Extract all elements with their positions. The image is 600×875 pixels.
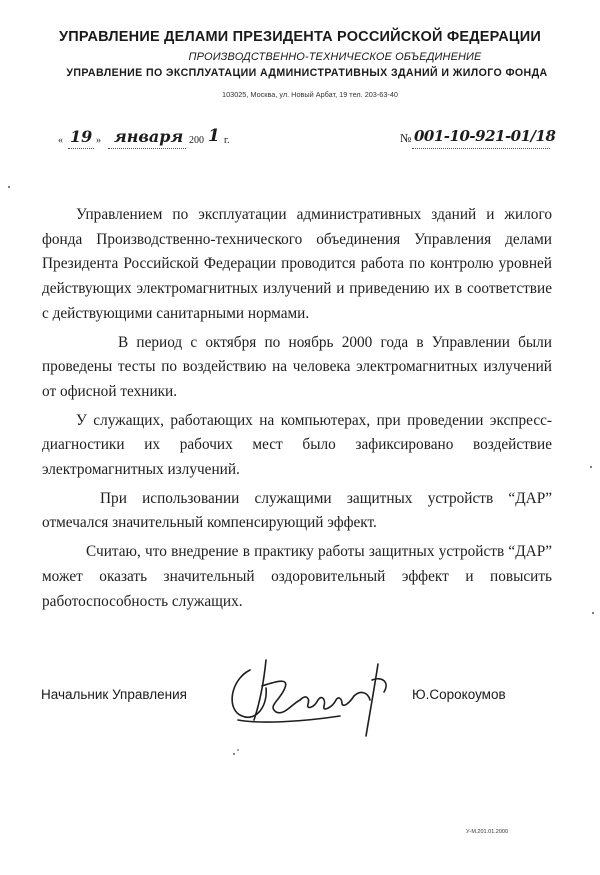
date-open-quote: « [58, 135, 63, 146]
date-year-digit: 1 [208, 126, 220, 146]
number-sign: № [400, 131, 412, 145]
scan-speck [590, 466, 592, 468]
letterhead-address: 103025, Москва, ул. Новый Арбат, 19 тел. 203-63-40 [222, 90, 398, 99]
scan-speck [592, 612, 594, 614]
paragraph: Управлением по эксплуатации административных зданий и жилого фонда Производственно-технического объединения Управления делами Президента Российской Федерации проводится работа по контролю уровней действующих электромагнитных излучений и приведению их в соответствие с действующими санитарными нормами. [42, 206, 552, 322]
date-day-underline [68, 148, 94, 149]
date-year-prefix: 200 [189, 135, 204, 146]
letterhead-department: УПРАВЛЕНИЕ ПО ЭКСПЛУАТАЦИИ АДМИНИСТРАТИВНЫХ ЗДАНИЙ И ЖИЛОГО ФОНДА [66, 67, 548, 79]
date-year-suffix: г. [224, 135, 230, 146]
document-number: 001-10-921-01/18 [414, 127, 556, 145]
letterhead-ministry: УПРАВЛЕНИЕ ДЕЛАМИ ПРЕЗИДЕНТА РОССИЙСКОЙ ФЕДЕРАЦИИ [59, 29, 541, 45]
date-line [58, 126, 258, 152]
paragraph: При использовании служащими защитных устройств “ДАР” отмечался значительный компенсирующий эффект. [42, 489, 552, 532]
date-month-underline [108, 148, 186, 149]
date-month: января [114, 127, 184, 146]
document-number-line [400, 126, 560, 152]
signatory-name: Ю.Сорокоумов [412, 687, 506, 702]
letter-body [42, 203, 552, 614]
number-underline [412, 148, 550, 149]
signatory-title: Начальник Управления [41, 687, 187, 702]
paragraph: У служащих, работающих на компьютерах, при проведении экспресс-диагностики их рабочих мест было зафиксировано воздействие электромагнитных излучений. [42, 411, 552, 479]
scan-speck [8, 186, 10, 188]
letterhead-association: ПРОИЗВОДСТВЕННО-ТЕХНИЧЕСКОЕ ОБЪЕДИНЕНИЕ [188, 51, 482, 63]
paragraph: Считаю, что внедрение в практику работы защитных устройств “ДАР” может оказать значительный оздоровительный эффект и повысить работоспособность служащих. [42, 543, 552, 610]
date-close-quote: » [96, 135, 101, 146]
date-day: 19 [70, 127, 93, 146]
document-code: У-М.201.01.2000 [466, 829, 509, 835]
handwritten-signature [220, 650, 400, 760]
paragraph: В период с октября по ноябрь 2000 года в Управлении были проведены тесты по воздействию на человека электромагнитных излучений от офисной техники. [42, 333, 552, 400]
